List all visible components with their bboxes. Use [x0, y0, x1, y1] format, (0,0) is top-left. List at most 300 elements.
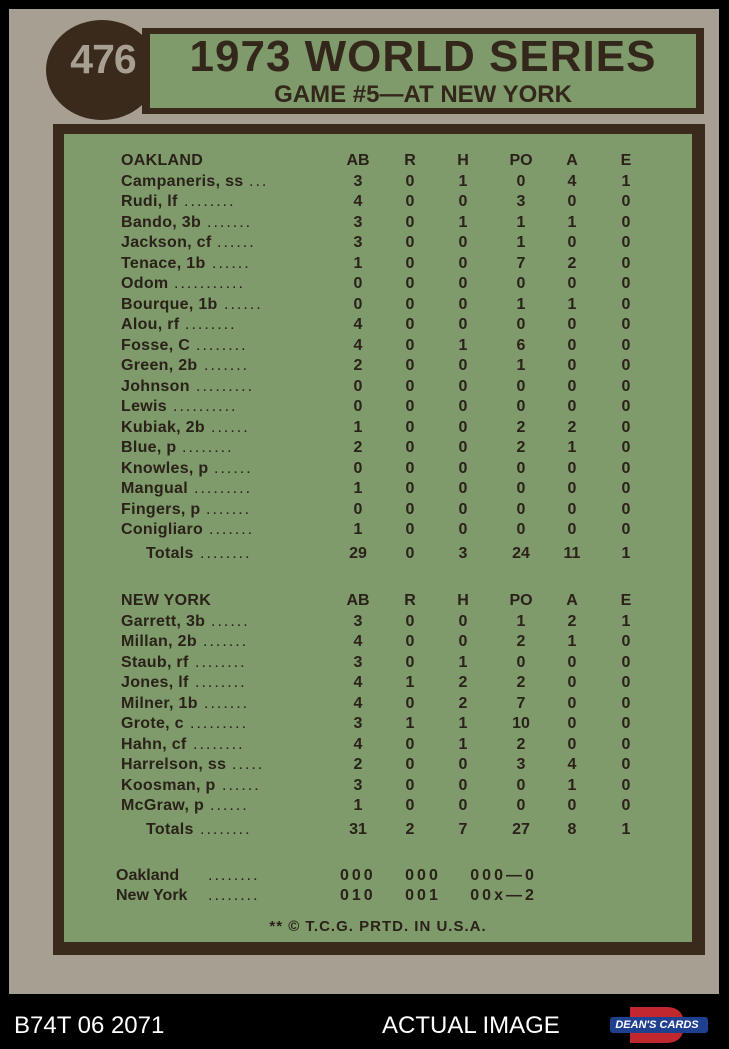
column-header: PO [509, 592, 533, 609]
leader-dots: ...... [222, 776, 261, 794]
stat-cell: 10 [512, 715, 530, 732]
stat-cell: 1 [405, 674, 415, 691]
leader-dots: ...... [211, 418, 250, 436]
stat-cell: 2 [516, 633, 526, 650]
leader-dots: ........ [200, 820, 252, 838]
player-name: Johnson [121, 377, 190, 395]
stat-cell: 0 [405, 336, 415, 354]
leader-dots: ......... [190, 715, 249, 732]
stat-cell: 0 [405, 418, 415, 436]
player-name: Knowles, p [121, 459, 209, 477]
stat-cell: 0 [621, 418, 631, 436]
player-name: Fosse, C [121, 336, 191, 354]
team-header-row [0, 591, 729, 611]
stat-cell: 0 [567, 694, 577, 712]
column-header: A [566, 152, 578, 169]
stat-cell: 1 [567, 439, 577, 456]
player-name: Bando, 3b [121, 213, 202, 231]
stat-cell: 1 [353, 797, 363, 814]
stat-cell: 0 [405, 193, 415, 210]
stat-cell: 2 [567, 254, 577, 272]
player-row [0, 755, 729, 775]
player-row [0, 479, 729, 499]
stat-cell: 4 [353, 735, 363, 753]
stat-cell: 0 [458, 275, 468, 292]
stat-cell: 1 [458, 172, 468, 190]
stat-cell: 1 [567, 213, 577, 231]
leader-dots: ....... [209, 521, 255, 538]
stat-cell: 1 [458, 336, 468, 354]
stat-cell: 0 [353, 295, 363, 313]
stat-cell: 1 [621, 820, 631, 838]
player-row [0, 356, 729, 376]
stat-cell: 1 [567, 633, 577, 650]
stat-cell: 0 [567, 275, 577, 292]
player-name: Fingers, p [121, 500, 201, 518]
stat-cell: 0 [405, 254, 415, 272]
leader-dots: ...... [211, 612, 250, 630]
player-name: Lewis [121, 398, 167, 415]
stat-cell: 0 [458, 612, 468, 630]
player-row [0, 336, 729, 356]
player-name: Conigliaro [121, 521, 204, 538]
leader-dots: ... [249, 172, 269, 190]
stat-cell: 1 [516, 295, 526, 313]
actual-image-label: ACTUAL IMAGE [382, 1012, 560, 1039]
player-name: Millan, 2b [121, 633, 197, 650]
stat-cell: 1 [353, 480, 363, 497]
stat-cell: 0 [405, 544, 415, 562]
stat-cell: 0 [516, 776, 526, 794]
stat-cell: 0 [567, 234, 577, 251]
stat-cell: 7 [458, 820, 468, 838]
stat-cell: 1 [621, 544, 631, 562]
stat-cell: 0 [458, 776, 468, 794]
player-row [0, 438, 729, 458]
player-name: McGraw, p [121, 797, 205, 814]
player-row [0, 274, 729, 294]
player-row [0, 673, 729, 693]
column-header: A [566, 592, 578, 609]
stat-cell: 0 [458, 633, 468, 650]
leader-dots: ......... [196, 377, 255, 395]
player-name: Grote, c [121, 715, 184, 732]
stat-cell: 1 [405, 715, 415, 732]
stat-cell: 0 [405, 797, 415, 814]
column-header: R [404, 152, 416, 169]
stat-cell: 0 [567, 797, 577, 814]
stat-cell: 3 [516, 193, 526, 210]
leader-dots: ........ [195, 653, 247, 671]
stat-cell: 2 [516, 439, 526, 456]
stat-cell: 0 [567, 521, 577, 538]
stat-cell: 29 [349, 544, 367, 562]
linescore-team: New York [116, 887, 188, 904]
stat-cell: 0 [405, 521, 415, 538]
stat-cell: 0 [567, 500, 577, 518]
stat-cell: 0 [516, 653, 526, 671]
leader-dots: ........ [196, 336, 248, 354]
stat-cell: 0 [621, 193, 631, 210]
stat-cell: 1 [458, 735, 468, 753]
stat-cell: 0 [621, 735, 631, 753]
player-row [0, 714, 729, 734]
stat-cell: 0 [405, 213, 415, 231]
leader-dots: ...... [224, 295, 263, 313]
stat-cell: 0 [567, 674, 577, 691]
stat-cell: 0 [458, 797, 468, 814]
player-name: Hahn, cf [121, 735, 187, 753]
stat-cell: 0 [458, 521, 468, 538]
stat-cell: 0 [405, 316, 415, 333]
stat-cell: 0 [567, 193, 577, 210]
player-row [0, 254, 729, 274]
player-name: Jackson, cf [121, 234, 212, 251]
stat-cell: 0 [621, 756, 631, 773]
leader-dots: ..... [232, 756, 265, 773]
player-row [0, 213, 729, 233]
stat-cell: 1 [353, 254, 363, 272]
stat-cell: 2 [567, 612, 577, 630]
stat-cell: 0 [405, 776, 415, 794]
linescore-row [0, 886, 729, 906]
stat-cell: 2 [516, 735, 526, 753]
stat-cell: 0 [353, 500, 363, 518]
leader-dots: ....... [207, 213, 253, 231]
stat-cell: 27 [512, 820, 530, 838]
player-row [0, 520, 729, 540]
leader-dots: ....... [204, 357, 250, 374]
stat-cell: 0 [458, 316, 468, 333]
stat-cell: 0 [458, 418, 468, 436]
player-name: Koosman, p [121, 776, 216, 794]
player-row [0, 397, 729, 417]
stat-cell: 1 [458, 213, 468, 231]
stat-cell: 0 [621, 295, 631, 313]
stat-cell: 0 [405, 439, 415, 456]
stat-cell: 3 [353, 172, 363, 190]
leader-dots: ....... [206, 500, 252, 518]
stat-cell: 0 [567, 459, 577, 477]
player-row [0, 500, 729, 520]
stat-cell: 2 [458, 674, 468, 691]
card-subtitle: GAME #5—AT NEW YORK [274, 81, 572, 108]
linescore-score: 010 001 00x—2 [340, 887, 537, 904]
stat-cell: 4 [353, 674, 363, 691]
leader-dots: ....... [204, 694, 250, 712]
stat-cell: 0 [353, 459, 363, 477]
stat-cell: 1 [516, 357, 526, 374]
stat-cell: 0 [458, 500, 468, 518]
player-name: Staub, rf [121, 653, 189, 671]
leader-dots: ........ [208, 887, 260, 904]
stat-cell: 0 [458, 377, 468, 395]
logo-text: DEAN'S CARDS [615, 1019, 699, 1031]
stat-cell: 0 [621, 521, 631, 538]
stat-cell: 0 [621, 254, 631, 272]
stat-cell: 0 [353, 275, 363, 292]
stat-cell: 0 [516, 521, 526, 538]
stat-cell: 0 [405, 735, 415, 753]
player-name: Bourque, 1b [121, 295, 218, 313]
stat-cell: 0 [516, 459, 526, 477]
stat-cell: 1 [516, 234, 526, 251]
stat-cell: 0 [516, 797, 526, 814]
player-name: Garrett, 3b [121, 612, 206, 630]
column-header: PO [509, 152, 533, 169]
stat-cell: 1 [516, 612, 526, 630]
stat-cell: 0 [621, 500, 631, 518]
stat-cell: 0 [567, 336, 577, 354]
team-heading: OAKLAND [121, 152, 204, 169]
player-name: Mangual [121, 480, 188, 497]
stat-cell: 0 [516, 275, 526, 292]
player-row [0, 315, 729, 335]
copyright: ** © T.C.G. PRTD. IN U.S.A. [269, 918, 487, 935]
player-name: Campaneris, ss [121, 172, 244, 190]
stat-cell: 0 [516, 398, 526, 415]
leader-dots: ...... [212, 254, 251, 272]
leader-dots: ...... [210, 797, 249, 814]
stat-cell: 0 [458, 756, 468, 773]
stat-cell: 0 [458, 357, 468, 374]
stat-cell: 0 [405, 500, 415, 518]
stat-cell: 0 [405, 633, 415, 650]
stat-cell: 2 [567, 418, 577, 436]
player-row [0, 377, 729, 397]
stat-cell: 0 [405, 653, 415, 671]
player-name: Kubiak, 2b [121, 418, 205, 436]
stat-cell: 4 [353, 316, 363, 333]
stat-cell: 0 [458, 193, 468, 210]
stat-cell: 0 [405, 459, 415, 477]
stat-cell: 0 [567, 480, 577, 497]
stat-cell: 0 [458, 480, 468, 497]
stat-cell: 0 [567, 357, 577, 374]
stat-cell: 4 [567, 756, 577, 773]
player-name: Green, 2b [121, 357, 198, 374]
stat-cell: 0 [458, 254, 468, 272]
player-name: Odom [121, 275, 169, 292]
leader-dots: ........ [200, 544, 252, 562]
stat-cell: 0 [621, 316, 631, 333]
stat-cell: 0 [405, 398, 415, 415]
stat-cell: 0 [405, 377, 415, 395]
stat-cell: 0 [567, 377, 577, 395]
player-name: Rudi, lf [121, 193, 178, 210]
stat-cell: 0 [516, 172, 526, 190]
team-heading: NEW YORK [121, 592, 212, 609]
stat-cell: 4 [353, 633, 363, 650]
leader-dots: ........ [185, 316, 237, 333]
stat-cell: 0 [405, 172, 415, 190]
stat-cell: 0 [621, 377, 631, 395]
stat-cell: 3 [353, 213, 363, 231]
stat-cell: 0 [353, 377, 363, 395]
stat-cell: 31 [349, 820, 367, 838]
leader-dots: ....... [203, 633, 249, 650]
stat-cell: 0 [621, 633, 631, 650]
stat-cell: 0 [621, 459, 631, 477]
stat-cell: 0 [621, 398, 631, 415]
column-header: H [457, 152, 469, 169]
stat-cell: 24 [512, 544, 530, 562]
stat-cell: 2 [516, 674, 526, 691]
totals-row [0, 820, 729, 840]
stat-cell: 0 [621, 275, 631, 292]
stat-cell: 0 [621, 480, 631, 497]
leader-dots: ......... [194, 480, 253, 497]
player-name: Milner, 1b [121, 694, 198, 712]
stat-cell: 0 [405, 234, 415, 251]
stat-cell: 4 [353, 193, 363, 210]
stat-cell: 0 [405, 357, 415, 374]
stat-cell: 2 [353, 439, 363, 456]
stat-cell: 0 [405, 612, 415, 630]
column-header: E [620, 592, 632, 609]
stat-cell: 0 [567, 653, 577, 671]
stat-cell: 0 [458, 234, 468, 251]
leader-dots: ........... [174, 275, 245, 292]
stat-cell: 4 [567, 172, 577, 190]
linescore-row [0, 866, 729, 886]
stat-cell: 4 [353, 694, 363, 712]
stat-cell: 7 [516, 254, 526, 272]
leader-dots: ...... [217, 234, 256, 251]
player-row [0, 735, 729, 755]
stat-cell: 0 [621, 797, 631, 814]
player-row [0, 295, 729, 315]
leader-dots: ........ [182, 439, 234, 456]
stat-cell: 0 [621, 674, 631, 691]
stat-cell: 3 [458, 544, 468, 562]
stat-cell: 0 [621, 439, 631, 456]
stat-cell: 3 [516, 756, 526, 773]
stat-cell: 8 [567, 820, 577, 838]
stat-cell: 0 [621, 213, 631, 231]
stat-cell: 7 [516, 694, 526, 712]
stat-cell: 2 [405, 820, 415, 838]
player-row [0, 612, 729, 632]
stat-cell: 1 [567, 776, 577, 794]
player-row [0, 632, 729, 652]
player-row [0, 776, 729, 796]
stat-cell: 0 [621, 694, 631, 712]
stat-cell: 0 [353, 398, 363, 415]
player-name: Blue, p [121, 439, 177, 456]
player-row [0, 418, 729, 438]
stat-cell: 1 [458, 715, 468, 732]
player-name: Alou, rf [121, 316, 180, 333]
stat-cell: 1 [353, 418, 363, 436]
stat-cell: 2 [353, 357, 363, 374]
leader-dots: ........ [208, 867, 260, 884]
stat-cell: 11 [563, 544, 581, 562]
player-row [0, 653, 729, 673]
stat-cell: 3 [353, 234, 363, 251]
stat-cell: 0 [621, 653, 631, 671]
leader-dots: ...... [214, 459, 253, 477]
leader-dots: .......... [173, 398, 238, 415]
column-header: AB [346, 592, 370, 609]
stat-cell: 2 [458, 694, 468, 712]
stat-cell: 0 [516, 316, 526, 333]
column-header: R [404, 592, 416, 609]
totals-label: Totals [146, 544, 194, 562]
player-row [0, 796, 729, 816]
stat-cell: 0 [458, 439, 468, 456]
leader-dots: ........ [195, 674, 247, 691]
stat-cell: 0 [567, 735, 577, 753]
stat-cell: 0 [621, 776, 631, 794]
stat-cell: 3 [353, 612, 363, 630]
stat-cell: 1 [621, 612, 631, 630]
stat-cell: 4 [353, 336, 363, 354]
card-title: 1973 WORLD SERIES [189, 32, 657, 81]
stat-cell: 1 [516, 213, 526, 231]
player-row [0, 192, 729, 212]
card-number: 476 [70, 36, 136, 82]
stat-cell: 0 [516, 480, 526, 497]
stat-cell: 6 [516, 336, 526, 354]
stat-cell: 1 [621, 172, 631, 190]
column-header: AB [346, 152, 370, 169]
stat-cell: 0 [621, 234, 631, 251]
stat-cell: 1 [353, 521, 363, 538]
stat-cell: 3 [353, 653, 363, 671]
stat-cell: 2 [516, 418, 526, 436]
stat-cell: 0 [621, 357, 631, 374]
leader-dots: ........ [184, 193, 236, 210]
stat-cell: 1 [567, 295, 577, 313]
player-name: Jones, lf [121, 674, 189, 691]
stat-cell: 0 [567, 398, 577, 415]
totals-label: Totals [146, 820, 194, 838]
inventory-code: B74T 06 2071 [14, 1012, 165, 1039]
stat-cell: 0 [405, 756, 415, 773]
stat-cell: 2 [353, 756, 363, 773]
stat-cell: 0 [458, 459, 468, 477]
linescore-team: Oakland [116, 867, 180, 884]
totals-row [0, 544, 729, 564]
player-name: Tenace, 1b [121, 254, 206, 272]
stat-cell: 0 [458, 398, 468, 415]
stat-cell: 1 [458, 653, 468, 671]
stat-cell: 0 [458, 295, 468, 313]
stat-cell: 0 [567, 715, 577, 732]
column-header: H [457, 592, 469, 609]
player-row [0, 233, 729, 253]
stat-cell: 0 [405, 275, 415, 292]
player-row [0, 172, 729, 192]
team-header-row [0, 151, 729, 171]
stat-cell: 0 [621, 336, 631, 354]
stat-cell: 0 [621, 715, 631, 732]
stat-cell: 3 [353, 715, 363, 732]
leader-dots: ........ [193, 735, 245, 753]
stat-cell: 0 [516, 500, 526, 518]
player-row [0, 459, 729, 479]
stat-cell: 0 [405, 694, 415, 712]
linescore-score: 000 000 000—0 [340, 867, 537, 884]
stat-cell: 0 [405, 295, 415, 313]
player-row [0, 694, 729, 714]
player-name: Harrelson, ss [121, 756, 227, 773]
stat-cell: 0 [405, 480, 415, 497]
stat-cell: 3 [353, 776, 363, 794]
stat-cell: 0 [567, 316, 577, 333]
stat-cell: 0 [516, 377, 526, 395]
